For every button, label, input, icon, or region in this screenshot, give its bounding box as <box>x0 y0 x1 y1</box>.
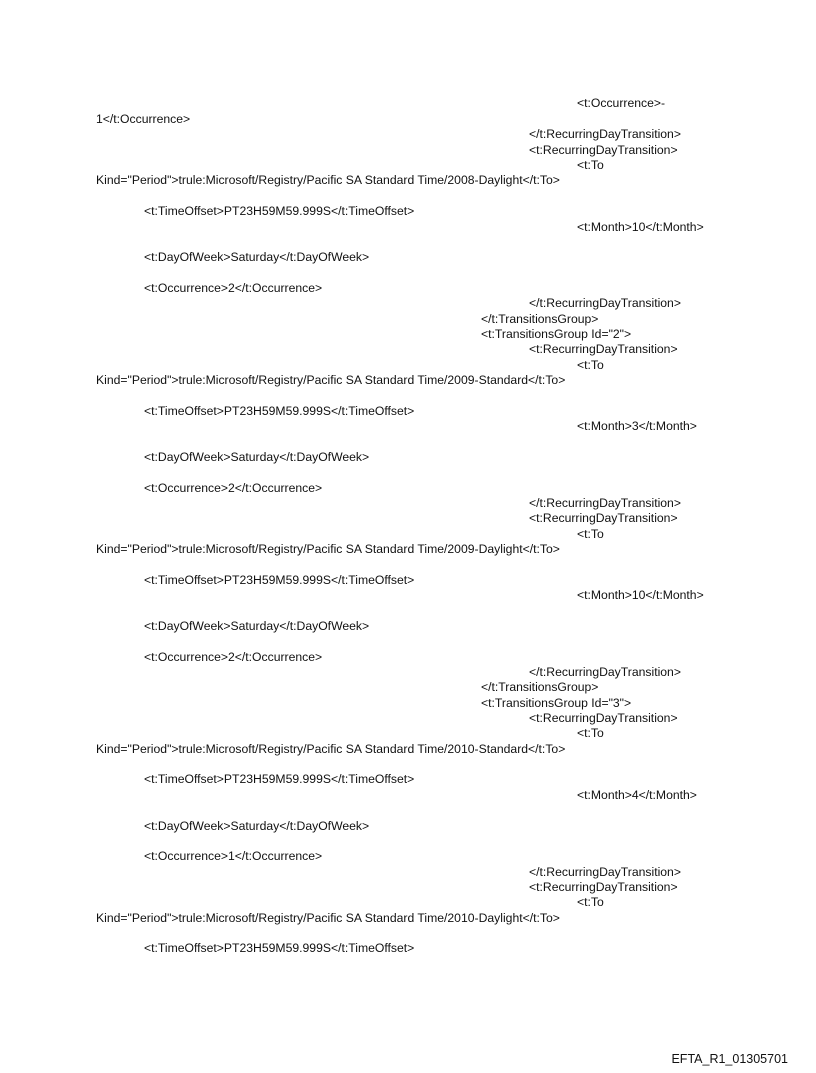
xml-line: </t:TransitionsGroup> <box>481 312 599 326</box>
xml-line: <t:RecurringDayTransition> <box>529 143 678 157</box>
xml-line: <t:Month>10</t:Month> <box>577 588 704 602</box>
document-id-footer: EFTA_R1_01305701 <box>671 1052 788 1066</box>
xml-line: <t:To <box>577 895 604 909</box>
xml-line: <t:Month>4</t:Month> <box>577 788 697 802</box>
xml-line: <t:To <box>577 527 604 541</box>
xml-line: <t:Occurrence>2</t:Occurrence> <box>144 281 323 295</box>
xml-line: <t:To <box>577 726 604 740</box>
xml-line: <t:DayOfWeek>Saturday</t:DayOfWeek> <box>144 819 370 833</box>
xml-line: <t:RecurringDayTransition> <box>529 880 678 894</box>
xml-line: <t:Month>3</t:Month> <box>577 419 697 433</box>
xml-line: <t:To <box>577 158 604 172</box>
xml-line: <t:RecurringDayTransition> <box>529 342 678 356</box>
xml-line: <t:RecurringDayTransition> <box>529 511 678 525</box>
xml-line: <t:TimeOffset>PT23H59M59.999S</t:TimeOffset> <box>144 941 415 955</box>
xml-line: </t:RecurringDayTransition> <box>529 865 681 879</box>
xml-line: </t:TransitionsGroup> <box>481 680 599 694</box>
xml-line: <t:TransitionsGroup Id="3"> <box>481 696 632 710</box>
xml-line: <t:To <box>577 358 604 372</box>
xml-line: <t:TimeOffset>PT23H59M59.999S</t:TimeOffset> <box>144 204 415 218</box>
xml-line: Kind="Period">trule:Microsoft/Registry/Pacific SA Standard Time/2009-Standard</t:To> <box>96 373 566 387</box>
xml-line: Kind="Period">trule:Microsoft/Registry/Pacific SA Standard Time/2009-Daylight</t:To> <box>96 542 560 556</box>
xml-line: <t:Occurrence>- <box>577 96 666 110</box>
xml-line: <t:RecurringDayTransition> <box>529 711 678 725</box>
xml-line: <t:Month>10</t:Month> <box>577 220 704 234</box>
xml-line: </t:RecurringDayTransition> <box>529 665 681 679</box>
xml-line: <t:DayOfWeek>Saturday</t:DayOfWeek> <box>144 250 370 264</box>
xml-line: </t:RecurringDayTransition> <box>529 127 681 141</box>
xml-line: <t:Occurrence>2</t:Occurrence> <box>144 650 323 664</box>
xml-line: <t:TransitionsGroup Id="2"> <box>481 327 632 341</box>
xml-line: <t:DayOfWeek>Saturday</t:DayOfWeek> <box>144 619 370 633</box>
xml-line: <t:Occurrence>1</t:Occurrence> <box>144 849 323 863</box>
xml-line: <t:TimeOffset>PT23H59M59.999S</t:TimeOffset> <box>144 573 415 587</box>
xml-line: Kind="Period">trule:Microsoft/Registry/Pacific SA Standard Time/2008-Daylight</t:To> <box>96 173 560 187</box>
xml-line: Kind="Period">trule:Microsoft/Registry/Pacific SA Standard Time/2010-Daylight</t:To> <box>96 911 560 925</box>
xml-line: <t:TimeOffset>PT23H59M59.999S</t:TimeOffset> <box>144 404 415 418</box>
xml-line: <t:TimeOffset>PT23H59M59.999S</t:TimeOffset> <box>144 772 415 786</box>
xml-line: Kind="Period">trule:Microsoft/Registry/Pacific SA Standard Time/2010-Standard</t:To> <box>96 742 566 756</box>
xml-line: 1</t:Occurrence> <box>96 112 191 126</box>
xml-line: <t:DayOfWeek>Saturday</t:DayOfWeek> <box>144 450 370 464</box>
xml-line: </t:RecurringDayTransition> <box>529 496 681 510</box>
xml-line: </t:RecurringDayTransition> <box>529 296 681 310</box>
xml-line: <t:Occurrence>2</t:Occurrence> <box>144 481 323 495</box>
